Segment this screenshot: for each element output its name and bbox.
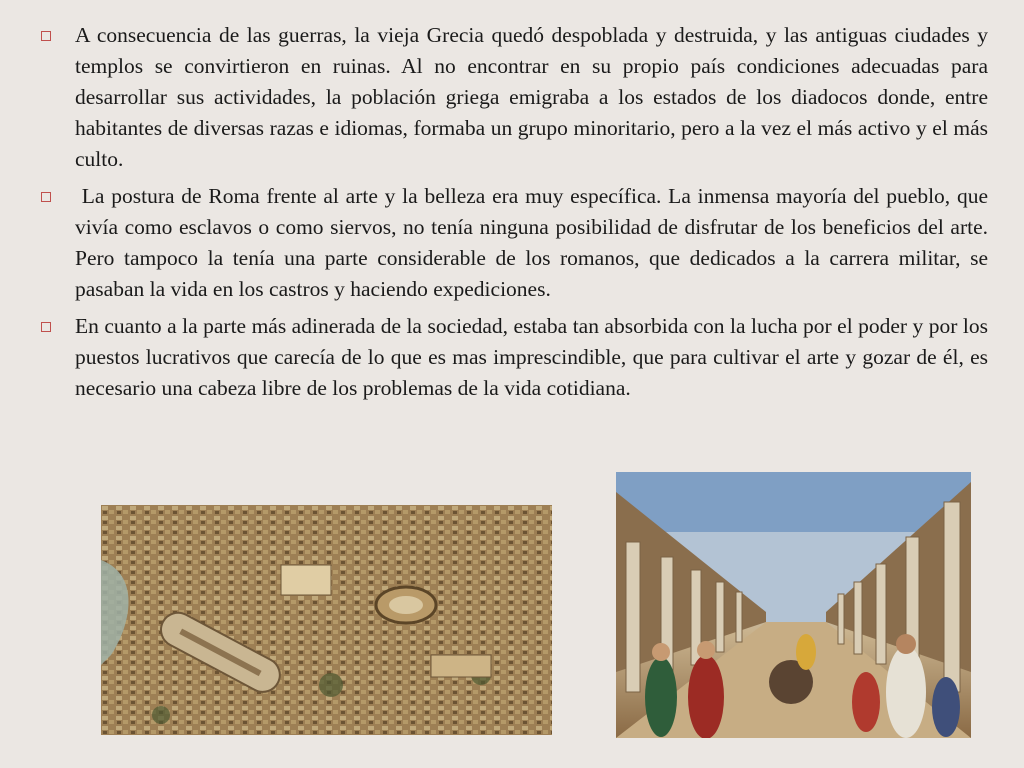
ancient-rome-model-illustration — [101, 505, 552, 735]
roman-street-painting-image — [616, 472, 971, 738]
bullet-item — [38, 181, 994, 305]
bullet-text: A consecuencia de las guerras, la vieja Grecia quedó despoblada y destruida, y las antiguas ciudades y templos se convirtieron en ruinas. Al no encontrar en su propio país condiciones adecuadas para desarrollar sus actividades, la población griega emigraba a los estados de los diadocos donde, entre habitantes de diversas razas e idiomas, formaba un grupo minoritario, pero a la vez el más activo y el más culto. — [75, 23, 988, 171]
square-bullet-icon — [41, 322, 51, 332]
bullet-text: En cuanto a la parte más adinerada de la sociedad, estaba tan absorbida con la lucha por el poder y por los puestos lucrativos que carecía de lo que es mas imprescindible, que para cultivar el arte y gozar de él, es necesario una cabeza libre de los problemas de la vida cotidiana. — [75, 314, 988, 400]
bullet-text: La postura de Roma frente al arte y la belleza era muy específica. La inmensa mayoría del pueblo, que vivía como esclavos o como siervos, no tenía ninguna posibilidad de disfrutar de los beneficios del arte. Pero tampoco la tenía una parte considerable de los romanos, que dedicados a la carrera militar, se pasaban la vida en los castros y haciendo expediciones. — [75, 184, 994, 301]
bullet-list — [38, 20, 994, 410]
roman-street-illustration — [616, 472, 971, 738]
bullet-item — [38, 20, 988, 175]
square-bullet-icon — [41, 192, 51, 202]
ancient-rome-model-image — [101, 505, 552, 735]
square-bullet-icon — [41, 31, 51, 41]
bullet-item — [38, 311, 988, 404]
